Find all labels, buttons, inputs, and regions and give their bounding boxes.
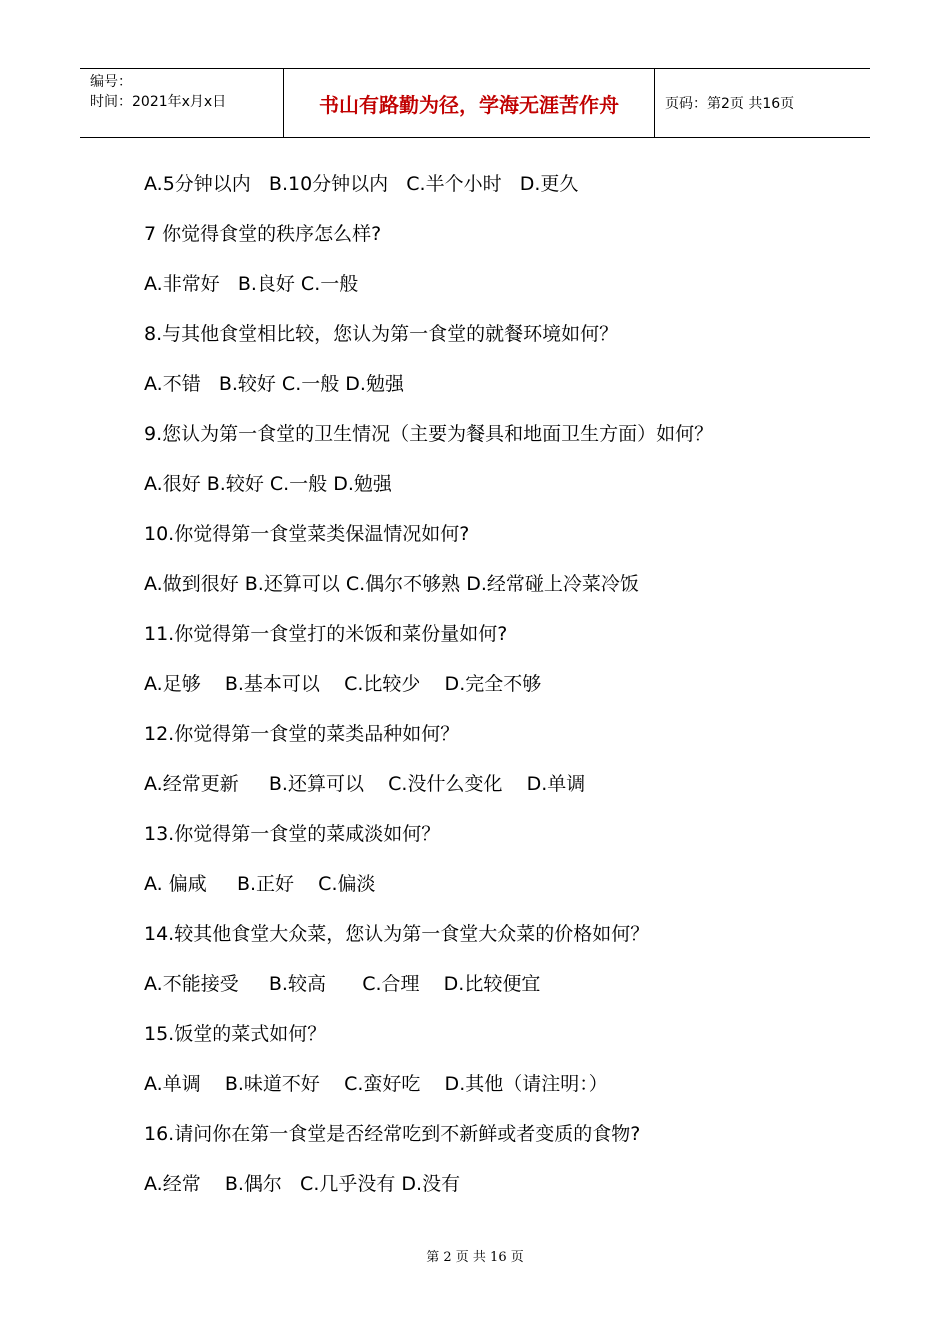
question-line: A.做到很好 B.还算可以 C.偶尔不够熟 D.经常碰上冷菜冷饭 xyxy=(144,573,639,595)
question-line: A.非常好 B.良好 C.一般 xyxy=(144,273,359,295)
question-line: 12.你觉得第一食堂的菜类品种如何？ xyxy=(144,723,460,745)
question-line: 8.与其他食堂相比较，您认为第一食堂的就餐环境如何？ xyxy=(144,323,619,345)
question-line: A.不能接受 B.较高 C.合理 D.比较便宜 xyxy=(144,973,541,995)
question-line: 11.你觉得第一食堂打的米饭和菜份量如何? xyxy=(144,623,508,645)
question-line: A. 偏咸 B.正好 C.偏淡 xyxy=(144,873,376,895)
question-line: 13.你觉得第一食堂的菜咸淡如何？ xyxy=(144,823,441,845)
header-meta xyxy=(80,69,283,137)
question-line: A.不错 B.较好 C.一般 D.勉强 xyxy=(144,373,404,395)
question-line: 10.你觉得第一食堂菜类保温情况如何? xyxy=(144,523,470,545)
question-line: 16.请问你在第一食堂是否经常吃到不新鲜或者变质的食物? xyxy=(144,1123,641,1145)
question-line: 7 你觉得食堂的秩序怎么样? xyxy=(144,223,382,245)
page-header xyxy=(80,68,870,138)
page-footer: 第 2 页 共 16 页 xyxy=(426,1250,524,1265)
header-page-info: 页码：第2页 共16页 xyxy=(665,96,795,112)
questionnaire-body xyxy=(144,168,844,1218)
question-line: 9.您认为第一食堂的卫生情况（主要为餐具和地面卫生方面）如何？ xyxy=(144,423,714,445)
question-line: A.足够 B.基本可以 C.比较少 D.完全不够 xyxy=(144,673,542,695)
document-date: 时间：2021年x月x日 xyxy=(90,94,227,110)
header-motto: 书山有路勤为径，学海无涯苦作舟 xyxy=(283,69,655,137)
question-line: 15.饭堂的菜式如何？ xyxy=(144,1023,327,1045)
question-line: A.很好 B.较好 C.一般 D.勉强 xyxy=(144,473,392,495)
question-line: A.单调 B.味道不好 C.蛮好吃 D.其他（请注明：） xyxy=(144,1073,608,1095)
document-number-label: 编号： xyxy=(90,74,132,90)
question-line: A.经常 B.偶尔 C.几乎没有 D.没有 xyxy=(144,1173,461,1195)
question-line: A.5分钟以内 B.10分钟以内 C.半个小时 D.更久 xyxy=(144,173,579,195)
question-line: 14.较其他食堂大众菜，您认为第一食堂大众菜的价格如何？ xyxy=(144,923,650,945)
question-line: A.经常更新 B.还算可以 C.没什么变化 D.单调 xyxy=(144,773,586,795)
